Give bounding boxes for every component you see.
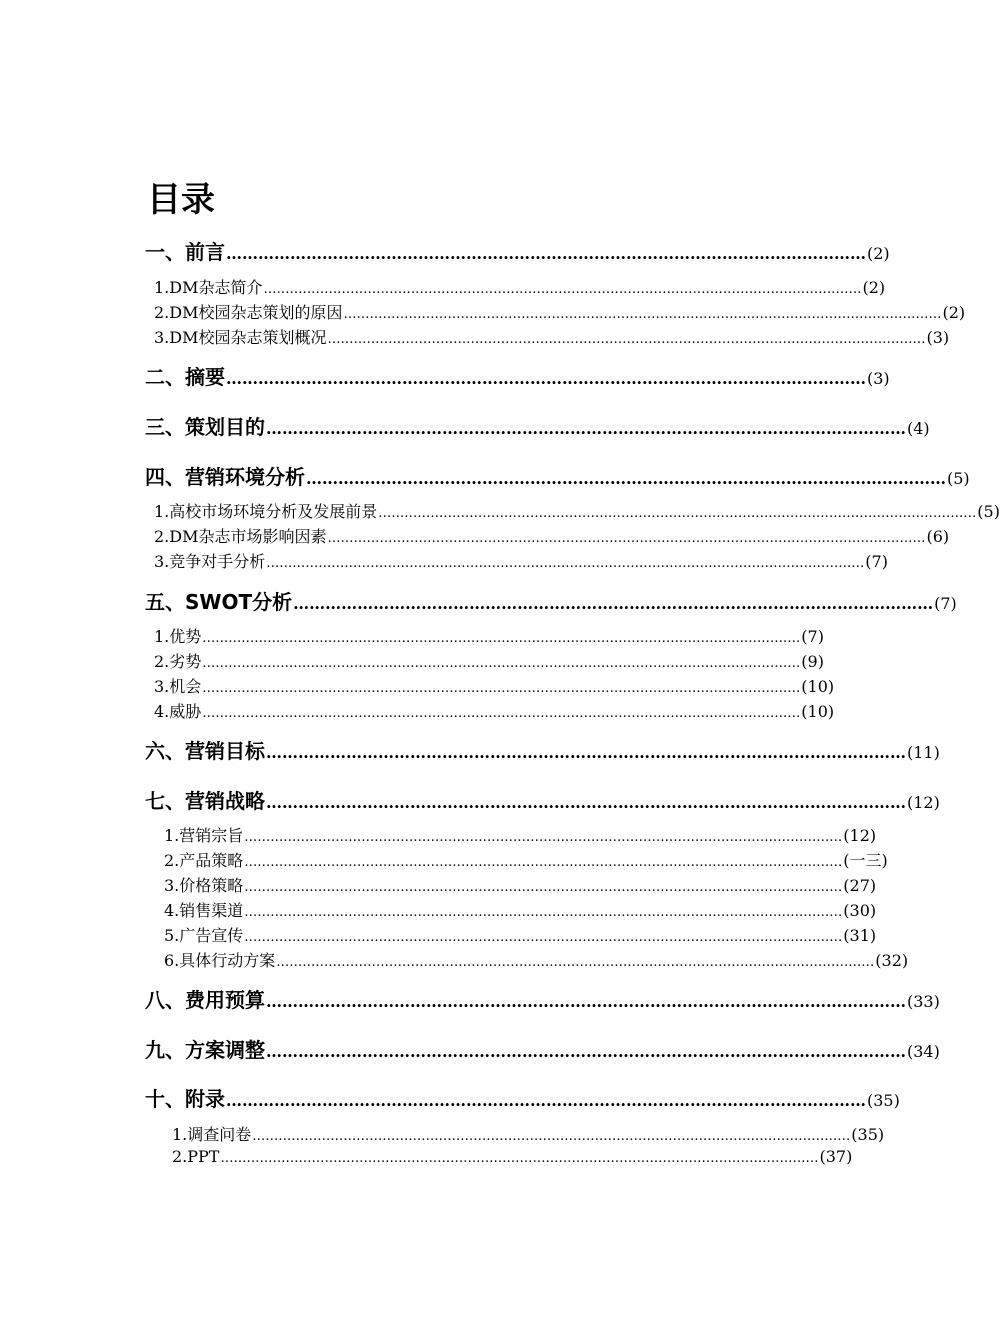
leader-dots: ………………………………………………………………………………………………………… <box>226 244 866 263</box>
toc-subentry[interactable] <box>164 873 877 895</box>
leader-dots: ………………………………………………………………………………………………………………………… <box>202 706 801 721</box>
toc-subentry[interactable] <box>172 1147 853 1169</box>
toc-subentry-page: (7) <box>801 627 824 646</box>
leader-dots: ………………………………………………………………………………………………………………………… <box>220 1151 819 1166</box>
toc-subentry-page: (27) <box>843 876 877 895</box>
toc-subentry-label: 2.劣势 <box>154 652 202 671</box>
toc-subentry-label: 3.竞争对手分析 <box>154 552 266 571</box>
toc-subentry-page: (9) <box>801 652 824 671</box>
leader-dots: ………………………………………………………………………………………………………………………… <box>252 1129 851 1144</box>
leader-dots: ………………………………………………………………………………………………………………………… <box>327 332 926 347</box>
toc-entry-page: (5) <box>947 469 970 488</box>
toc-entry-goal[interactable] <box>145 735 940 763</box>
toc-entry-environment[interactable] <box>145 461 970 489</box>
toc-entry-preface[interactable] <box>145 236 890 264</box>
toc-entry-swot[interactable] <box>145 586 957 614</box>
toc-subentry-label: 5.广告宣传 <box>164 926 244 945</box>
toc-subentry[interactable] <box>154 524 950 546</box>
toc-entry-page: (2) <box>867 244 890 263</box>
leader-dots: ………………………………………………………………………………………………………………………… <box>343 307 942 322</box>
toc-entry-label: 十、附录 <box>145 1087 225 1111</box>
toc-title: 目录 <box>147 180 215 220</box>
toc-entry-strategy[interactable] <box>145 785 940 813</box>
toc-subentry[interactable] <box>164 898 877 920</box>
toc-subentry[interactable] <box>164 848 888 870</box>
toc-subentry[interactable] <box>172 1122 885 1144</box>
toc-subentry-page: (2) <box>942 303 966 322</box>
toc-subentry[interactable] <box>154 300 966 322</box>
toc-entry-abstract[interactable] <box>145 361 890 389</box>
toc-entry-appendix[interactable] <box>145 1083 900 1111</box>
toc-subentry-label: 3.价格策略 <box>164 876 244 895</box>
toc-entry-page: (34) <box>907 1042 940 1061</box>
toc-subentry-page: (10) <box>801 702 835 721</box>
toc-subentry-label: 3.机会 <box>154 677 202 696</box>
leader-dots: ………………………………………………………………………………………………………………………… <box>202 656 801 671</box>
leader-dots: ………………………………………………………………………………………………………………………… <box>263 282 862 297</box>
leader-dots: ………………………………………………………………………………………………………………………… <box>378 506 977 521</box>
toc-subentry-label: 2.产品策略 <box>164 851 244 870</box>
toc-subentry-page: (7) <box>865 552 888 571</box>
toc-entry-label: 前言 <box>185 240 225 264</box>
toc-subentry-label: 6.具体行动方案 <box>164 951 276 970</box>
toc-subentry-label: 4.销售渠道 <box>164 901 244 920</box>
toc-subentry-page: (35) <box>851 1125 885 1144</box>
toc-subentry-page: (6) <box>926 527 950 546</box>
toc-subentry-page: (32) <box>875 951 909 970</box>
toc-entry-page: (35) <box>867 1091 900 1110</box>
toc-subentry[interactable] <box>164 948 909 970</box>
toc-subentry-label: 1.高校市场环境分析及发展前景 <box>154 502 378 521</box>
leader-dots: ………………………………………………………………………………………………………………………… <box>202 681 801 696</box>
toc-subentry-label: 4.威胁 <box>154 702 202 721</box>
toc-subentry-label: 2.PPT <box>172 1147 220 1166</box>
toc-entry-label: 七、营销战略 <box>145 789 265 813</box>
toc-entry-page: (3) <box>867 369 890 388</box>
toc-entry-label: 二、摘要 <box>145 365 225 389</box>
toc-entry-purpose[interactable] <box>145 411 930 439</box>
leader-dots: ………………………………………………………………………………………………………………………… <box>244 855 843 870</box>
toc-subentry-page: (一三) <box>843 851 888 870</box>
toc-entry-label: 八、费用预算 <box>145 988 265 1012</box>
toc-subentry-label: 1.调查问卷 <box>172 1125 252 1144</box>
leader-dots: ………………………………………………………………………………………………………… <box>266 793 906 812</box>
toc-subentry[interactable] <box>154 624 824 646</box>
toc-subentry-page: (2) <box>862 278 886 297</box>
toc-subentry[interactable] <box>154 325 950 347</box>
toc-subentry[interactable] <box>154 549 888 571</box>
leader-dots: ………………………………………………………………………………………………………… <box>266 992 906 1011</box>
leader-dots: ………………………………………………………………………………………………………………………… <box>244 905 843 920</box>
toc-subentry[interactable] <box>154 699 835 721</box>
toc-subentry-page: (37) <box>819 1147 853 1166</box>
toc-entry-label: 六、营销目标 <box>145 739 265 763</box>
toc-entry-page: (7) <box>934 594 957 613</box>
toc-subentry-label: 1.优势 <box>154 627 202 646</box>
toc-entry-page: (12) <box>907 793 940 812</box>
toc-subentry[interactable] <box>154 499 1000 521</box>
toc-entry-page: (33) <box>907 992 940 1011</box>
toc-subentry-page: (12) <box>843 826 877 845</box>
toc-subentry-label: 3.DM校园杂志策划概况 <box>154 328 327 347</box>
leader-dots: ………………………………………………………………………………………………………… <box>306 469 946 488</box>
leader-dots: ………………………………………………………………………………………………………………………… <box>276 955 875 970</box>
leader-dots: ………………………………………………………………………………………………………………………… <box>244 880 843 895</box>
leader-dots: ………………………………………………………………………………………………………… <box>266 1042 906 1061</box>
toc-entry-adjustment[interactable] <box>145 1034 940 1062</box>
toc-subentry[interactable] <box>164 923 877 945</box>
toc-entry-page: (11) <box>907 743 940 762</box>
toc-subentry-page: (30) <box>843 901 877 920</box>
toc-subentry-label: 2.DM杂志市场影响因素 <box>154 527 327 546</box>
toc-subentry-label: 1.DM杂志简介 <box>154 278 263 297</box>
toc-subentry[interactable] <box>154 649 824 671</box>
toc-subentry-page: (5) <box>977 502 1000 521</box>
toc-subentry-label: 2.DM校园杂志策划的原因 <box>154 303 343 322</box>
toc-subentry-page: (3) <box>926 328 950 347</box>
leader-dots: ………………………………………………………………………………………………………… <box>226 1091 866 1110</box>
toc-entry-label: 四、营销环境分析 <box>145 465 305 489</box>
leader-dots: ………………………………………………………………………………………………………… <box>266 743 906 762</box>
toc-subentry-label: 1.营销宗旨 <box>164 826 244 845</box>
toc-entry-number: 一、 <box>145 240 185 264</box>
toc-subentry[interactable] <box>154 275 886 297</box>
toc-entry-label: 九、方案调整 <box>145 1038 265 1062</box>
leader-dots: ………………………………………………………………………………………………………………………… <box>327 531 926 546</box>
toc-entry-page: (4) <box>907 419 930 438</box>
toc-subentry[interactable] <box>164 823 877 845</box>
toc-entry-label: 三、策划目的 <box>145 415 265 439</box>
leader-dots: ………………………………………………………………………………………………………………………… <box>244 930 843 945</box>
leader-dots: ………………………………………………………………………………………………………………………… <box>266 556 865 571</box>
leader-dots: ………………………………………………………………………………………………………………………… <box>202 631 801 646</box>
leader-dots: ………………………………………………………………………………………………………… <box>293 594 934 613</box>
toc-entry-budget[interactable] <box>145 984 940 1012</box>
leader-dots: ………………………………………………………………………………………………………………………… <box>244 830 843 845</box>
toc-subentry[interactable] <box>154 674 835 696</box>
leader-dots: ………………………………………………………………………………………………………… <box>226 369 866 388</box>
toc-subentry-page: (10) <box>801 677 835 696</box>
toc-entry-label: 五、SWOT分析 <box>145 590 293 614</box>
leader-dots: ………………………………………………………………………………………………………… <box>266 419 906 438</box>
toc-subentry-page: (31) <box>843 926 877 945</box>
